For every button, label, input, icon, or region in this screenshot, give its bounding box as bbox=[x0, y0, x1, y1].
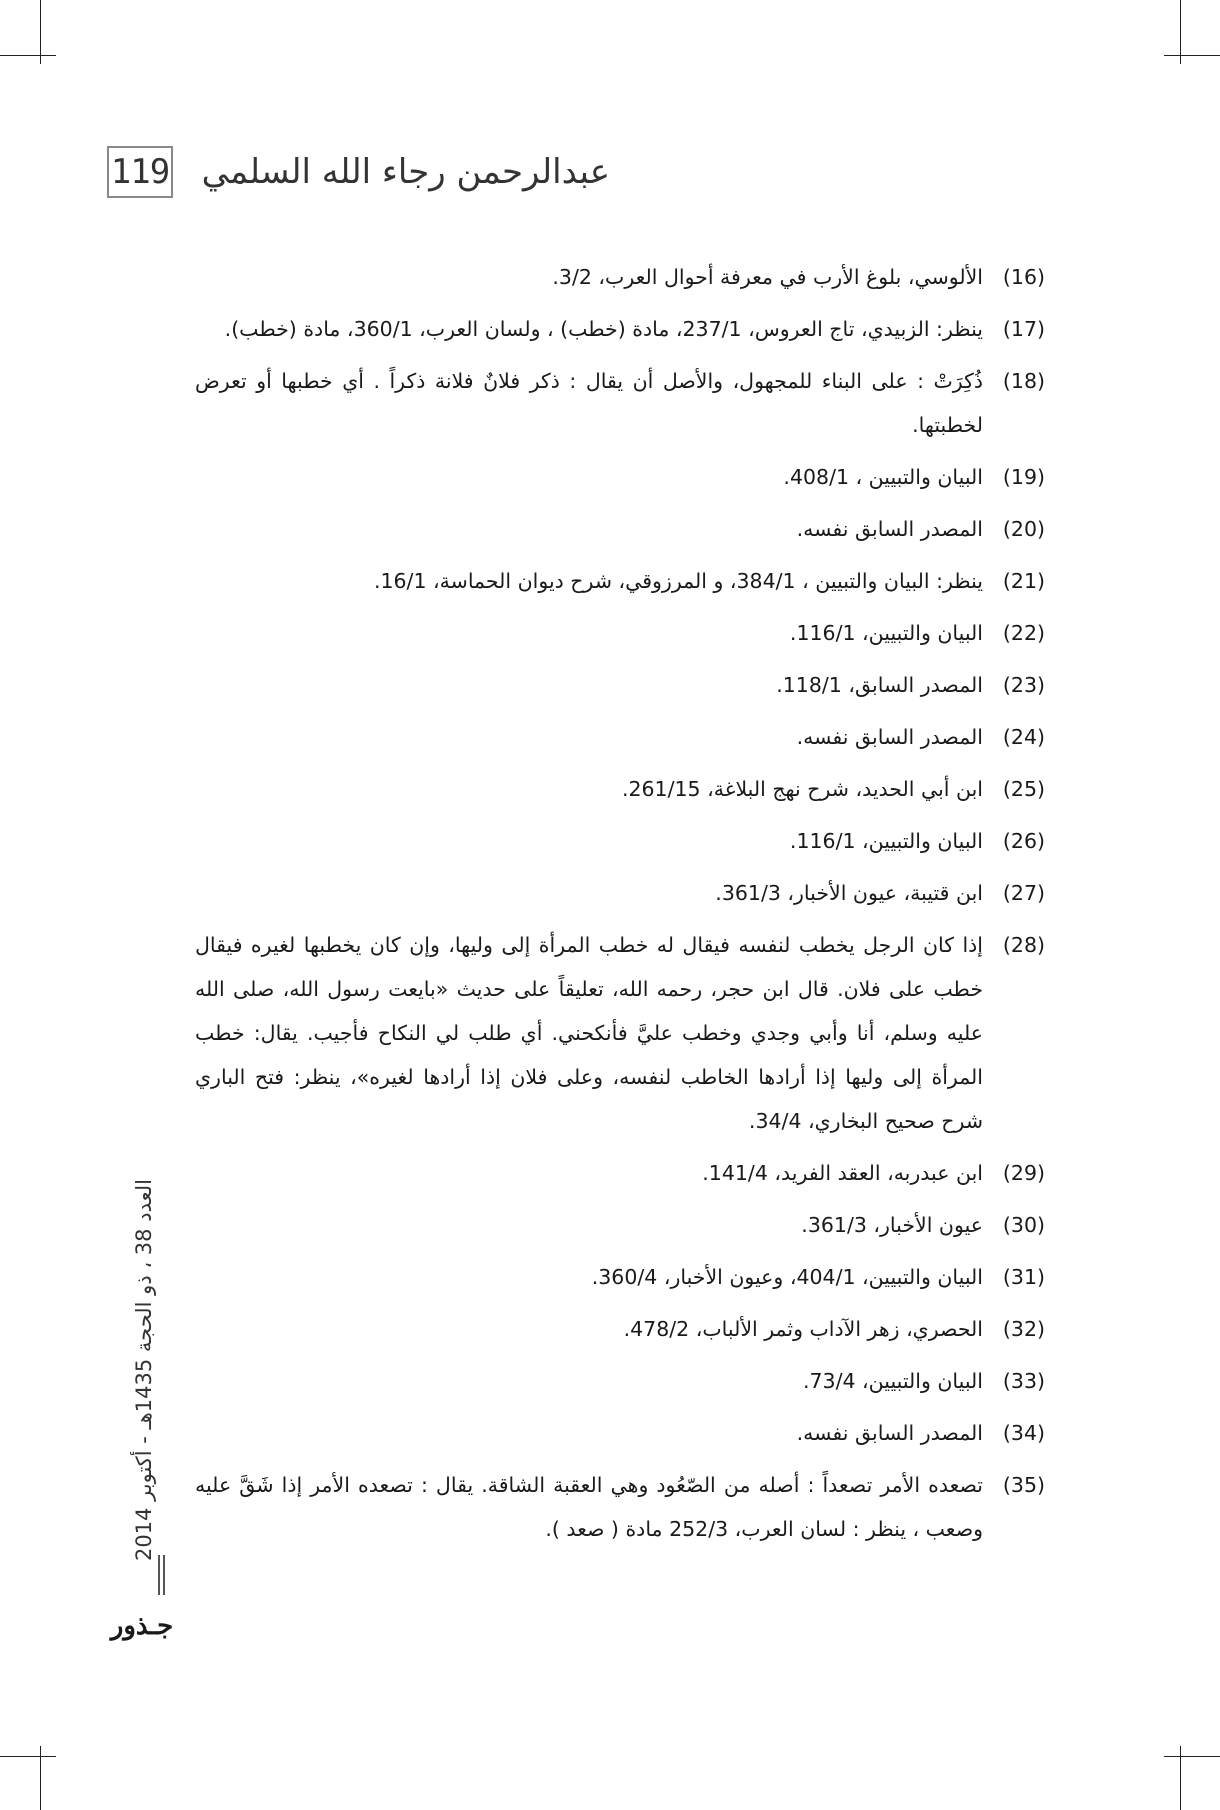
crop-mark-bottom-right-h bbox=[1164, 1756, 1220, 1757]
footnote-text: البيان والتبيين ، 408/1. bbox=[783, 465, 983, 489]
footnote-text: المصدر السابق نفسه. bbox=[796, 1421, 983, 1445]
footnote-text: إذا كان الرجل يخطب لنفسه فيقال له خطب المرأة إلى وليها، وإن كان يخطبها لغيره فيقال خطب على فلان. قال ابن حجر، رحمه الله، تعليقاً على حديث «بايعت رسول الله، صلى الله عليه وسلم، أنا وأبي وجدي وخطب عليَّ فأنكحني. أي طلب لي النكاح فأجيب. يقال: خطب المرأة إلى وليها إذا أرادها الخاطب لنفسه، وعلى فلان إذا أرادها لغيره»، ينظر: فتح الباري شرح صحيح البخاري، 34/4. bbox=[195, 933, 983, 1133]
page-number: 119 bbox=[107, 146, 173, 198]
footnote-number: (25) bbox=[1002, 777, 1045, 801]
footnote-31 bbox=[195, 1255, 1045, 1299]
footnote-text: المصدر السابق، 118/1. bbox=[776, 673, 983, 697]
footnote-number: (20) bbox=[1002, 517, 1045, 541]
footnote-number: (21) bbox=[1002, 569, 1045, 593]
issue-sidebar bbox=[118, 1150, 170, 1590]
footnote-29 bbox=[195, 1151, 1045, 1195]
journal-name: جـذور bbox=[110, 1611, 174, 1641]
footnote-30 bbox=[195, 1203, 1045, 1247]
footnote-21 bbox=[195, 559, 1045, 603]
footnote-text: البيان والتبيين، 404/1، وعيون الأخبار، 360/4. bbox=[591, 1265, 983, 1289]
footnote-number: (35) bbox=[1002, 1473, 1045, 1497]
footnote-number: (27) bbox=[1002, 881, 1045, 905]
crop-mark-top-left-h bbox=[0, 55, 56, 56]
footnote-number: (18) bbox=[1002, 369, 1045, 393]
footnote-number: (22) bbox=[1002, 621, 1045, 645]
footnote-32 bbox=[195, 1307, 1045, 1351]
footnote-number: (24) bbox=[1002, 725, 1045, 749]
footnote-number: (34) bbox=[1002, 1421, 1045, 1445]
footnote-23 bbox=[195, 663, 1045, 707]
footnote-text: الحصري، زهر الآداب وثمر الألباب، 478/2. bbox=[623, 1317, 983, 1341]
footnote-number: (17) bbox=[1002, 317, 1045, 341]
footnote-35 bbox=[195, 1463, 1045, 1551]
footnote-text: ابن قتيبة، عيون الأخبار، 361/3. bbox=[715, 881, 983, 905]
issue-info: العدد 38 ، ذو الحجة 1435هـ - أكتوبر 2014 bbox=[132, 1179, 157, 1561]
footnotes-list bbox=[195, 255, 1045, 1559]
footnote-18 bbox=[195, 359, 1045, 447]
footnote-number: (29) bbox=[1002, 1161, 1045, 1185]
footnote-number: (28) bbox=[1002, 933, 1045, 957]
footnote-text: البيان والتبيين، 116/1. bbox=[789, 829, 983, 853]
footnote-number: (16) bbox=[1002, 265, 1045, 289]
footnote-34 bbox=[195, 1411, 1045, 1455]
footnote-text: ابن عبدربه، العقد الفريد، 141/4. bbox=[702, 1161, 983, 1185]
crop-mark-top-right-h bbox=[1164, 55, 1220, 56]
footnote-number: (30) bbox=[1002, 1213, 1045, 1237]
footnote-text: ينظر: الزبيدي، تاج العروس، 237/1، مادة (خطب) ، ولسان العرب، 360/1، مادة (خطب). bbox=[224, 317, 983, 341]
footnote-22 bbox=[195, 611, 1045, 655]
crop-mark-bottom-left-h bbox=[0, 1756, 56, 1757]
footnote-number: (33) bbox=[1002, 1369, 1045, 1393]
footnote-17 bbox=[195, 307, 1045, 351]
footnote-number: (23) bbox=[1002, 673, 1045, 697]
footnote-text: المصدر السابق نفسه. bbox=[796, 517, 983, 541]
footnote-33 bbox=[195, 1359, 1045, 1403]
footnote-text: المصدر السابق نفسه. bbox=[796, 725, 983, 749]
footnote-16 bbox=[195, 255, 1045, 299]
footnote-25 bbox=[195, 767, 1045, 811]
footnote-number: (26) bbox=[1002, 829, 1045, 853]
footnote-28 bbox=[195, 923, 1045, 1143]
journal-logo bbox=[92, 1606, 192, 1646]
sidebar-divider bbox=[158, 1555, 160, 1595]
footnote-27 bbox=[195, 871, 1045, 915]
footnote-number: (32) bbox=[1002, 1317, 1045, 1341]
sidebar-divider-2 bbox=[163, 1555, 165, 1595]
footnote-text: البيان والتبيين، 73/4. bbox=[802, 1369, 983, 1393]
footnote-text: تصعده الأمر تصعداً : أصله من الصّعُود وهي العقبة الشاقة. يقال : تصعده الأمر إذا شَقَّ عليه وصعب ، ينظر : لسان العرب، 252/3 مادة ( صعد ). bbox=[195, 1473, 983, 1541]
footnote-text: الألوسي، بلوغ الأرب في معرفة أحوال العرب، 3/2. bbox=[552, 265, 983, 289]
footnote-26 bbox=[195, 819, 1045, 863]
footnote-24 bbox=[195, 715, 1045, 759]
footnote-text: ذُكِرَتْ : على البناء للمجهول، والأصل أن يقال : ذكر فلانٌ فلانة ذكراً . أي خطبها أو تعرض لخطبتها. bbox=[195, 369, 983, 437]
footnote-number: (19) bbox=[1002, 465, 1045, 489]
footnote-19 bbox=[195, 455, 1045, 499]
footnote-text: البيان والتبيين، 116/1. bbox=[789, 621, 983, 645]
footnote-text: ينظر: البيان والتبيين ، 384/1، و المرزوقي، شرح ديوان الحماسة، 16/1. bbox=[373, 569, 983, 593]
footnote-number: (31) bbox=[1002, 1265, 1045, 1289]
footnote-text: ابن أبي الحديد، شرح نهج البلاغة، 261/15. bbox=[621, 777, 983, 801]
footnote-text: عيون الأخبار، 361/3. bbox=[801, 1213, 983, 1237]
running-header-author: عبدالرحمن رجاء الله السلمي bbox=[201, 152, 610, 192]
footnote-20 bbox=[195, 507, 1045, 551]
